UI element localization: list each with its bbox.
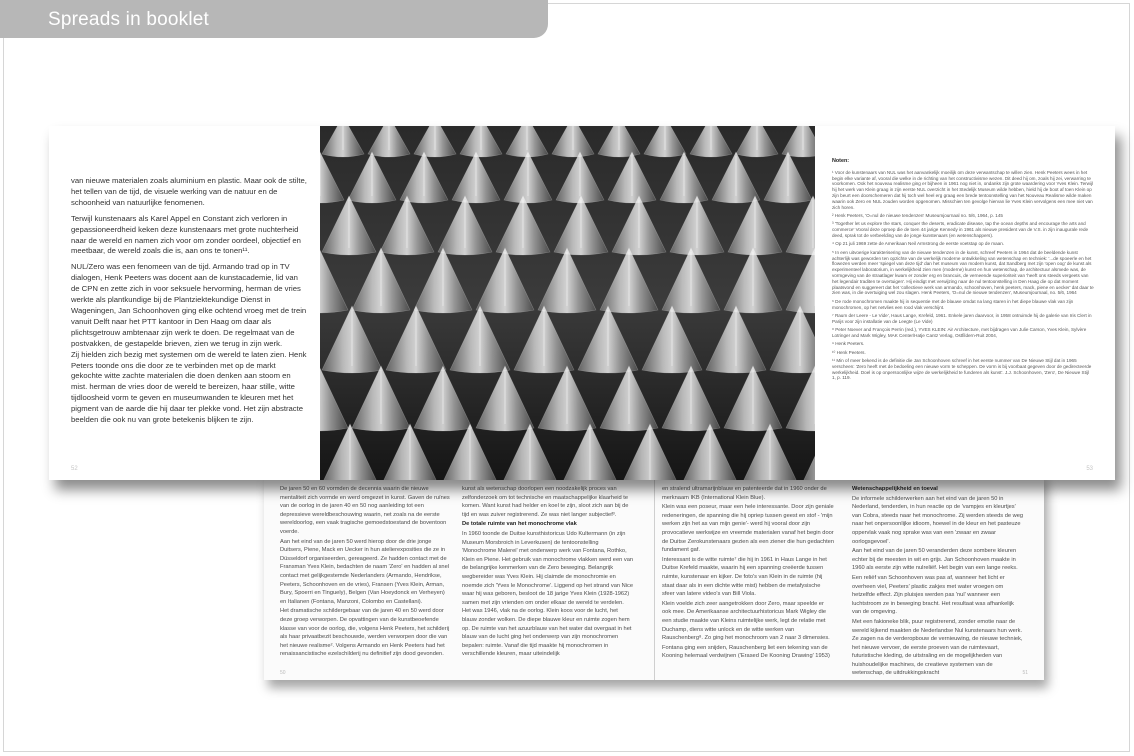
page-number: 52 xyxy=(71,466,78,472)
paragraph: NUL/Zero was een fenomeen van de tijd. Armando trad op in TV dialogen, Henk Peeters was docent aan de kunstacademie, lid van de CPN en zette zich in voor seksuele hervorming, herman de vries werkte als plantkundige bij de Plantziektekundige Dienst in Wageningen, Jan Schoonhoven ging elke ochtend vroeg met de trein vanuit Delft naar het PTT kantoor in Den Haag om daar als plichtsgetrouw ambtenaar zijn werk te doen. De regelmaat van de postvakken, de gestapelde brieven, zien we terug in zijn werk. xyxy=(71,262,307,348)
paragraph: van nieuwe materialen zoals aluminium en plastic. Maar ook de stilte, het tellen van de tijd, de visuele werking van de natuur en de schoonheid van natuurlijke fenomenen. xyxy=(71,176,307,207)
notes-section xyxy=(832,159,1094,384)
paragraph: Fontana ging een snijden, Rauschenberg liet een tekening van de Kooning helemaal verdwijnen ('Erased De Kooning Drawing' 1953) xyxy=(662,644,830,660)
paragraph: kunst als wetenschap doorlopen een noodzakelijk proces van zelfonderzoek om tot technische en maatschappelijke klaarheid te komen. Want kunst had helder en koel te zijn, sloot zich aan bij de tijd en was zuiver registrerend. Ze was niet langer subjectief³. xyxy=(462,486,629,518)
paragraph: Interessant is de witte ruimte⁷ die hij in 1961 in Haus Lange in het Duitse Krefeld maakte, waarin hij een spanning creëerde tussen ruimte, kunstenaar en kijker. De foto's van Klein in de ruimte (hij staat daar als in een dichte witte mist) hebben de metafysische sfeer van latere video's van Bill Viola. xyxy=(662,556,827,598)
paragraph: De jaren 50 en 60 vormden de decennia waarin die nieuwe mentaliteit zich vormde en werd omgezet in kunst. Gaven de ruïnes van de oorlog in de jaren 40 en 50 nog aanleiding tot een depressieve wereldbeschouwing waarin, net zoals na de eerste wereldoorlog, een vaak tragische gemoedstoestand de boventoon voerde. xyxy=(280,486,450,535)
front-left-page xyxy=(49,126,320,480)
back-spread xyxy=(264,473,1044,680)
artwork-photo xyxy=(320,126,815,480)
page-number: 50 xyxy=(280,670,286,676)
paragraph: Het dramatische schildergebaar van de jaren 40 en 50 werd door deze groep verworpen. De opvattingen van de kunstbeoefende klasse van voor de oorlog, die, volgens Henk Peeters, het schilderij als haar privaatbezit beschouwde, werden verworpen door die van het nieuwe realisme². Volgens Armando en Henk Peeters had het renaissancistische ezelschilderij nu definitief zijn dood gevonden. xyxy=(280,608,450,658)
paragraph: Een reliëf van Schoonhoven was pas af, wanneer het licht er overheen viel, Peeters' plastic zakjes met water vroegen om hetzelfde effect. Zijn pluisjes werden pas 'nul' wanneer een luchtstroom ze in beweging bracht. Het resultaat was afhankelijk van de omgeving. xyxy=(852,574,1014,616)
note: ¹¹ Min of meer bekend is de definitie die Jan Schoonhoven schreef in het eerste nummer van De Nieuwe Stijl dat in 1965 verscheen: 'Zero heeft met de bedoeling een nieuwe vorm te scheppen. De vorm is bij voorbaat gegeven door de gedirecteerde werkelijkheid. Doel is op onpersoonlijke wijze de werkelijkheid te funderen als kunst'. J.J. Schoonhoven, 'Zero', De Nieuwe Stijl 1, p. 119. xyxy=(832,358,1092,381)
body-text xyxy=(71,176,307,431)
notes-title: Noten: xyxy=(832,158,850,164)
note: ⁹ Henk Peeters. xyxy=(832,341,865,347)
paragraph: Met een fakioneke blik, puur registrerend, zonder emotie naar de wereld kijkend maakten de Nederlandse Nul kunstenaars hun werk. Ze zagen na de verderopbouw de vernieuwing, de nieuwe techniek, het nieuwe vervoer, de eerste proeven van de ruimtevaart, futuristische kleding, de uitstraling en de mogelijkheden van huishoudelijke machines, de creatieve systemen van de wetenschap, de uitdrukkingskracht xyxy=(852,618,1023,677)
note: ⁸ Peter Noever and François Perrin (red.), YVES KLEIN: Air Architecture, met bijdragen van Julie Carson, Yves Klein, Sylvère Lotringer and Mark Wigley, MAK Center/Hatje Cantz Verlag, Ostfildern-Ruit 2004, xyxy=(832,327,1087,338)
note: ⁷ Raum der Leere - Le Vide', Haus Lange, Krefeld, 1961. Enkele jaren daarvoor, in 1958 ontruimde hij de galerie van Iris Clert in Parijs voor zijn installatie van de Leegte (Le Vide) xyxy=(832,312,1092,324)
paragraph: Zij hielden zich bezig met systemen om de wereld te laten zien. Henk Peters toonde ons die door ze te verbinden met op de markt gekochte witte zachte materialen die doen denken aan stoom en mist. herman de vries door de wereld te bereizen, haar stille, witte tijdloosheid vorm te geven en museumwanden te kleuren met het pigment van de aarde die hij daar ter plekke vond. Het zijn abstracte beelden die ook nu van grote betekenis blijken te zijn. xyxy=(71,349,307,425)
note: ¹⁰ Henk Peeters. xyxy=(832,349,866,355)
page-title: Spreads in booklet xyxy=(48,9,209,30)
back-left-page xyxy=(264,473,655,680)
back-left-column-2 xyxy=(462,485,634,660)
note: ⁶ De rode monochromen maakte hij in sequentie met de blauwe omdat na lang staren in het diepe blauwe vlak van zijn monochromen, op het netvlies een rood vlak verschijnt. xyxy=(832,298,1074,310)
front-spread xyxy=(49,126,1115,480)
page-number: 53 xyxy=(1086,466,1093,472)
note: ³ 'Together let us explore the stars, conquer the deserts, eradicate disease, tap the ocean depths and encourage the arts and commerce' Vooral deze oproep die de toen 44 jarige Kennedy in 1961 als nieuwe president van de V.S. in zijn inaugurale rede deed, sprak tot de verbeelding van de jonge kunstenaars (en wetenschappers). xyxy=(832,221,1089,238)
back-right-column-2 xyxy=(852,485,1024,679)
paragraph: en stralend ultramarijnblauw en patenteerde dat in 1960 onder de merknaam IKB (International Klein Blue). xyxy=(662,486,827,501)
paragraph: Aan het eind van de jaren 50 veranderden deze sombere kleuren echter bij de meesten in wit en grijs. Jan Schoonhoven maakte in 1960 als eerste zijn witte nulreliëf. Het begin van een lange reeks. xyxy=(852,548,1018,572)
page-number: 51 xyxy=(1022,670,1028,676)
paragraph: Aan het eind van de jaren 50 werd hierop door de drie jonge Duitsers, Piene, Mack en Uecker in hun atelierexposities die ze in Düsseldorf organiseerden, gereageerd. Ze hadden contact met de Fransman Yves Klein, bedachten de naam 'Zero' en hadden al snel contact met gelijkgestemde Nederlanders (Armando, Hendrikse, Peeters, Schoonhoven en de vries), Fransen (Yves Klein, Arman, Bury, Spoerri en Tinguely), Belgen (Van Hoeydonck en Verheyen) en Italianen (Fontana, Manzoni, Colombo en Castellani). xyxy=(280,538,450,605)
front-right-page xyxy=(815,126,1115,480)
paragraph: In 1960 toonde de Duitse kunsthistoricus Udo Kultermann (in zijn Museum Morsbroich in Leverkusen) de tentoonstelling 'Monochrome Malerei' met onderwerp werk van Fontana, Rothko, Klein en Piene. Het gebruik van monochrome vlakken werd een van de belangrijke kenmerken van de Zero beweging. Belangrijk wegbereider was Yves Klein. Hij claimde de monochromie en noemde zich 'Yves le Monochrome'. Liggend op het strand van Nice waar hij was geboren, besloot de 18 jarige Yves Klein (1928-1962) samen met zijn vrienden om onder elkaar de wereld te verdelen. Het was 1946, vlak na de oorlog. Klein koos voor de lucht, het blauw zonder wolken. De diepe blauwe kleur en ruimte zogen hem op. De ruimte van het azuurblauw van het water dat overgaat in het blauw van de lucht ging het onderwerp van zijn monochromen bepalen: ruimte. Vanaf die tijd maakte hij monochromen in verschillende kleuren, maar uiteindelijk xyxy=(462,530,634,658)
paragraph: De informele schilderwerken aan het eind van de jaren 50 in Nederland, tenderden, in hun reactie op de 'vampjes en kleurtjes' van Cobra, steeds naar het monochrome. Zij werden steeds de weg naar het onpersoonlijke idioom, hoewel in de kleur en het pasteuze oppervlak vaak nog sprake was van een 'zwaar en zwaar oorlogsgevoel'. xyxy=(852,495,1024,545)
section-heading: Wetenschappelijkheid en toeval xyxy=(852,486,938,492)
back-right-page xyxy=(654,473,1044,680)
back-right-column-1 xyxy=(662,485,834,662)
note: ¹ Voor de kunstenaars van NUL was het aanvankelijk moeilijk om deze verwantschap te willen zien. Henk Peeters wees in het begin elke variante af, vooral die welke in de richting van het constructivisme wezen. Dit deed hij om, zoals hij zei, verwarring te voorkomen. Ook het nouveau realisme ging er bijheen in 1961 nog niet in, ondanks zijn grote waardering voor Yves Klein. Terwijl hij het werk van Klein graag in zijn eerste NUL overzicht in het Stedelijk Museum wilde hebben, hield hij de boot af toen Klein op zijn beurt een doorschemeren dat hij toch wel heel erg graag een brede tentoonstelling van het Nouveau Realisme wilde maken waarin ook Zero en NUL zouden worden opgenomen. Misschien ten gevolge hiervan lie Yves Klein vervolgens een mee niet van zich horen. xyxy=(832,169,1094,210)
plastic-bags-artwork-image xyxy=(320,126,815,480)
note: ⁴ Op 21 juli 1969 zette de Amerikaan Neil Armstrong de eerste voetstap op de maan. xyxy=(832,241,1005,247)
note: ² Henk Peeters, 'O=nul de nieuwe tendenzen' Museumjournaal no. 5/6, 1964, p. 145 xyxy=(832,212,1003,218)
paragraph: Klein voelde zich zeer aangetrokken door Zero, maar speelde er ook mee. De Amerikaanse architectuurhistoricus Mark Wigley die een studie maakte van Kleins ruimtelijke werk, legt de relatie met Duchamp, diens witte unlock en de witte werken van Rauschenberg⁸. Zo ging het monochroom van 2 naar 3 dimensies. xyxy=(662,600,830,642)
title-tab xyxy=(0,0,548,38)
paragraph: Terwijl kunstenaars als Karel Appel en Constant zich verloren in gepassioneerdheid keken deze kunstenaars met grote nuchterheid naar de wereld en namen zich voor om zonder oordeel, objectief en meetbaar, de wereld zoals die is, aan ons te tonen¹¹. xyxy=(71,213,301,256)
section-heading: De totale ruimte van het monochrome vlak xyxy=(462,521,577,528)
note: ⁵ In een uitvoerige karakterisering van de nieuwe tendenzen in de kunst, schreef Peeters in 1964 dat de beeldende kunst achterlijk was geworden ten opzichte van de werkelijk moderne ontwikkeling van wetenschap en techniek: '...de spoeerle en het flowezen werden meer 'spiegel van deze tijd' dan het museum van modern kunst, dat Sandberg met zijn 'open oog' de kunst als experimenteel laboratorium, in werkelijkheid zien men (moderne) kunst en hun wetenschap, de architectuur alsmede was, de vormgeving van de straatlager kwam er zonder erg en brancuis, de verneende superioriteit van 'heeft ons steeds vergeets van het legendair traditen te overtuigen'. Hij eindigt met verwijzing naar de nul tentoonstelling in Den Haag die op dat moment plaatsvond en suggereert dat het 'collectieve werk van armando, schoonhoven, henk peeters, mack, piene en uecker' dat daar te zien was, in die overtuiging wel zou slagen. Henk Peeters, 'O=nul de nieuwe tendenzen', Museumjournaal, no. 5/6, 1964 xyxy=(832,249,1094,296)
paragraph: Klein was een poseur, maar een hele interessante. Door zijn geniale redeneringen, de spanning die hij opriep tussen geest en stof - 'mijn werken zijn het as van mijn genie'- werd hij vooral door zijn provocatieve werkwijze en vreemde materialen vanaf het begin door de Duitse Zerokunstenaars gezien als een ziener die hun gedachten fundament gaf. xyxy=(662,504,835,554)
back-left-column-1 xyxy=(280,485,452,660)
